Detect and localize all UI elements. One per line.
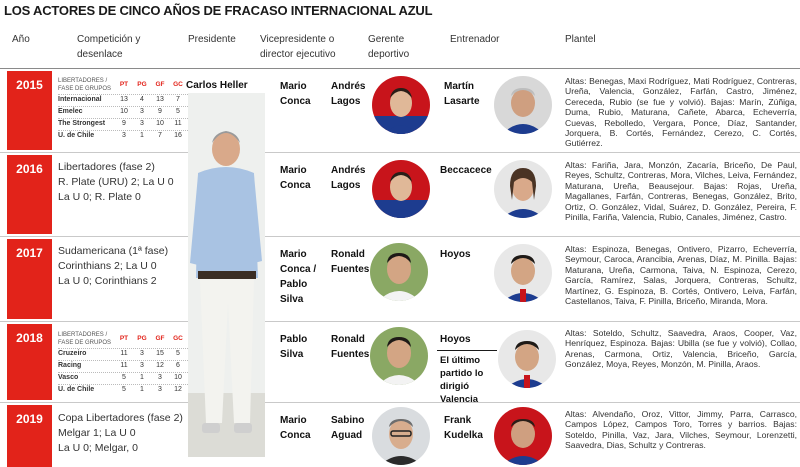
year-badge: 2017 [7, 239, 52, 319]
president-figure [188, 93, 265, 457]
header-vice: Vicepresidente o director ejecutivo [260, 34, 336, 60]
coach-photo [498, 330, 556, 388]
table-row: Racing 11 3 12 6 [58, 360, 190, 371]
header-coach: Entrenador [450, 34, 500, 45]
year-badge: 2019 [7, 405, 52, 467]
header-squad: Plantel [565, 34, 596, 45]
stage-label: FASE DE GRUPOS [58, 340, 112, 346]
president-name: Carlos Heller [186, 80, 248, 91]
coach-photo [494, 244, 552, 302]
coach-name: Frank Kudelka [444, 415, 483, 441]
manager-name: Andrés Lagos [331, 81, 366, 107]
coach-name: Beccacece [440, 165, 492, 176]
squad-changes: Altas: Soteldo, Schultz, Saavedra, Araos, Cooper, Vaz, Henríquez, Espinoza. Bajas: Ubilla (se fue y volvió), Collao, Arenas, Carmona, Ortiz, Valencia, Briceño, García, González, Moya, Reyes, Monzón, M. Pinilla, Araos. [565, 328, 797, 370]
manager-photo [372, 407, 430, 465]
vice-name: Mario Conca [280, 165, 311, 191]
stage-label: LIBERTADORES / [58, 78, 108, 84]
infographic-title: LOS ACTORES DE CINCO AÑOS DE FRACASO INTERNACIONAL AZUL [4, 3, 433, 18]
standings-table-2018 [58, 331, 190, 401]
coach-photo [494, 76, 552, 134]
year-badge: 2018 [7, 324, 52, 400]
col-pg: PG [137, 81, 147, 88]
vice-name: Mario Conca [280, 81, 311, 107]
table-row: Vasco 5 1 3 10 [58, 372, 190, 383]
manager-photo [370, 243, 428, 301]
stage-label: LIBERTADORES / [58, 332, 108, 338]
manager-name: Andrés Lagos [331, 165, 366, 191]
header-divider [0, 68, 800, 69]
squad-changes: Altas: Benegas, Maxi Rodríguez, Mati Rodríguez, Contreras, Ureña, Valencia, González, Farfán, Castro, Jiménez, Cereceda, Rubio (se fue y volvió). Bajas: Marín, Zúñiga, Duma, Rubio, Maturana, Cañete, Abarca, Echeverría, Cuevas, Rebolledo, Vergara, Ponce, Díaz, Santander, Jorquera, B. Cortés, Fernández, Cerezo, C. Cortés, Gutiérrez. [565, 76, 797, 149]
col-pt: PT [119, 335, 129, 342]
coach-name: Hoyos [440, 334, 471, 345]
year-badge: 2016 [7, 155, 52, 234]
vice-name: Pablo Silva [280, 334, 308, 360]
header-year: Año [12, 34, 30, 45]
table-row: U. de Chile 5 1 3 12 [58, 384, 190, 395]
stage-label: FASE DE GRUPOS [58, 86, 112, 92]
coach-note: El último partido lo dirigió Valencia [440, 355, 484, 405]
year-badge: 2015 [7, 71, 52, 150]
col-gf: GF [155, 335, 165, 342]
competition-result-2017: Sudamericana (1ª fase) Corinthians 2; La U 0 La U 0; Corinthians 2 [58, 245, 169, 287]
manager-photo [372, 160, 430, 218]
col-pt: PT [119, 81, 129, 88]
manager-photo [372, 76, 430, 134]
table-row: Emelec 10 3 9 5 [58, 106, 190, 117]
president-photo [188, 93, 265, 457]
col-gf: GF [155, 81, 165, 88]
coach-photo [494, 407, 552, 465]
standings-table-2015 [58, 77, 190, 147]
squad-changes: Altas: Espinoza, Benegas, Ontivero, Pizarro, Echeverría, Seymour, Caroca, Arancibia, Arenas, Díaz, M. Pinilla. Bajas: Maturana, Ureña, Carmona, Taiva, N. Espinoza, Cerezo, García, Ramírez, Salas, Jorquera, Contreras, Schultz, Martínez, G. Espinoza, B. Cortés, Ontivero, Leiva, Farfán, Castellanos, Taiva, F. Pinilla, Briceño, Miranda, Mora. [565, 244, 797, 307]
header-manager: Gerente deportivo [368, 34, 410, 60]
manager-name: Ronald Fuentes [331, 249, 370, 275]
table-row: The Strongest 9 3 10 11 [58, 118, 190, 129]
competition-result-2016: Libertadores (fase 2) R. Plate (URU) 2; La U 0 La U 0; R. Plate 0 [58, 161, 174, 203]
table-row: Cruzeiro 11 3 15 5 [58, 348, 190, 359]
manager-name: Sabino Aguad [331, 415, 365, 441]
table-row: U. de Chile 3 1 7 16 [58, 130, 190, 141]
squad-changes: Altas: Alvendaño, Oroz, Vittor, Jimmy, Parra, Carrasco, Campos López, Campos Toro, Torres y barrios. Bajas: Soteldo, Pinilla, Vaz, Jara, Vilches, Seymour, Lorenzetti, Saavedra, Dias, Schultz y Contreras. [565, 409, 797, 451]
table-row: Internacional 13 4 13 7 [58, 94, 190, 105]
row-divider [0, 402, 800, 403]
manager-name: Ronald Fuentes [331, 334, 370, 360]
competition-result-2019: Copa Libertadores (fase 2) Melgar 1; La U 0 La U 0; Melgar, 0 [58, 412, 183, 454]
manager-photo [370, 327, 428, 385]
coach-divider [437, 350, 497, 351]
row-divider [0, 321, 800, 322]
coach-name: Martín Lasarte [444, 81, 480, 107]
squad-changes: Altas: Fariña, Jara, Monzón, Zacaría, Briceño, De Paul, Reyes, Schultz, Contreras, Mora, Vilches, Leiva, Fernández, Maturana, Ureña, Beausejour. Bajas: Rojas, Ureña, Magallanes, Farfán, Contreras, Benegas, González, Brito, Ortiz, O. González, Vidal, Suárez, D. González, Pereira, F. Pinilla, Fariña, Valencia, Rubio, Canales, Jiménez, Castro. [565, 160, 797, 223]
vice-name: Mario Conca [280, 415, 311, 441]
row-divider [0, 152, 800, 153]
col-gc: GC [173, 335, 183, 342]
row-divider [0, 236, 800, 237]
header-president: Presidente [188, 34, 236, 45]
col-pg: PG [137, 335, 147, 342]
header-competition: Competición y desenlace [77, 34, 141, 60]
col-gc: GC [173, 81, 183, 88]
coach-photo [494, 160, 552, 218]
coach-name: Hoyos [440, 249, 471, 260]
vice-name: Mario Conca / Pablo Silva [280, 249, 317, 305]
